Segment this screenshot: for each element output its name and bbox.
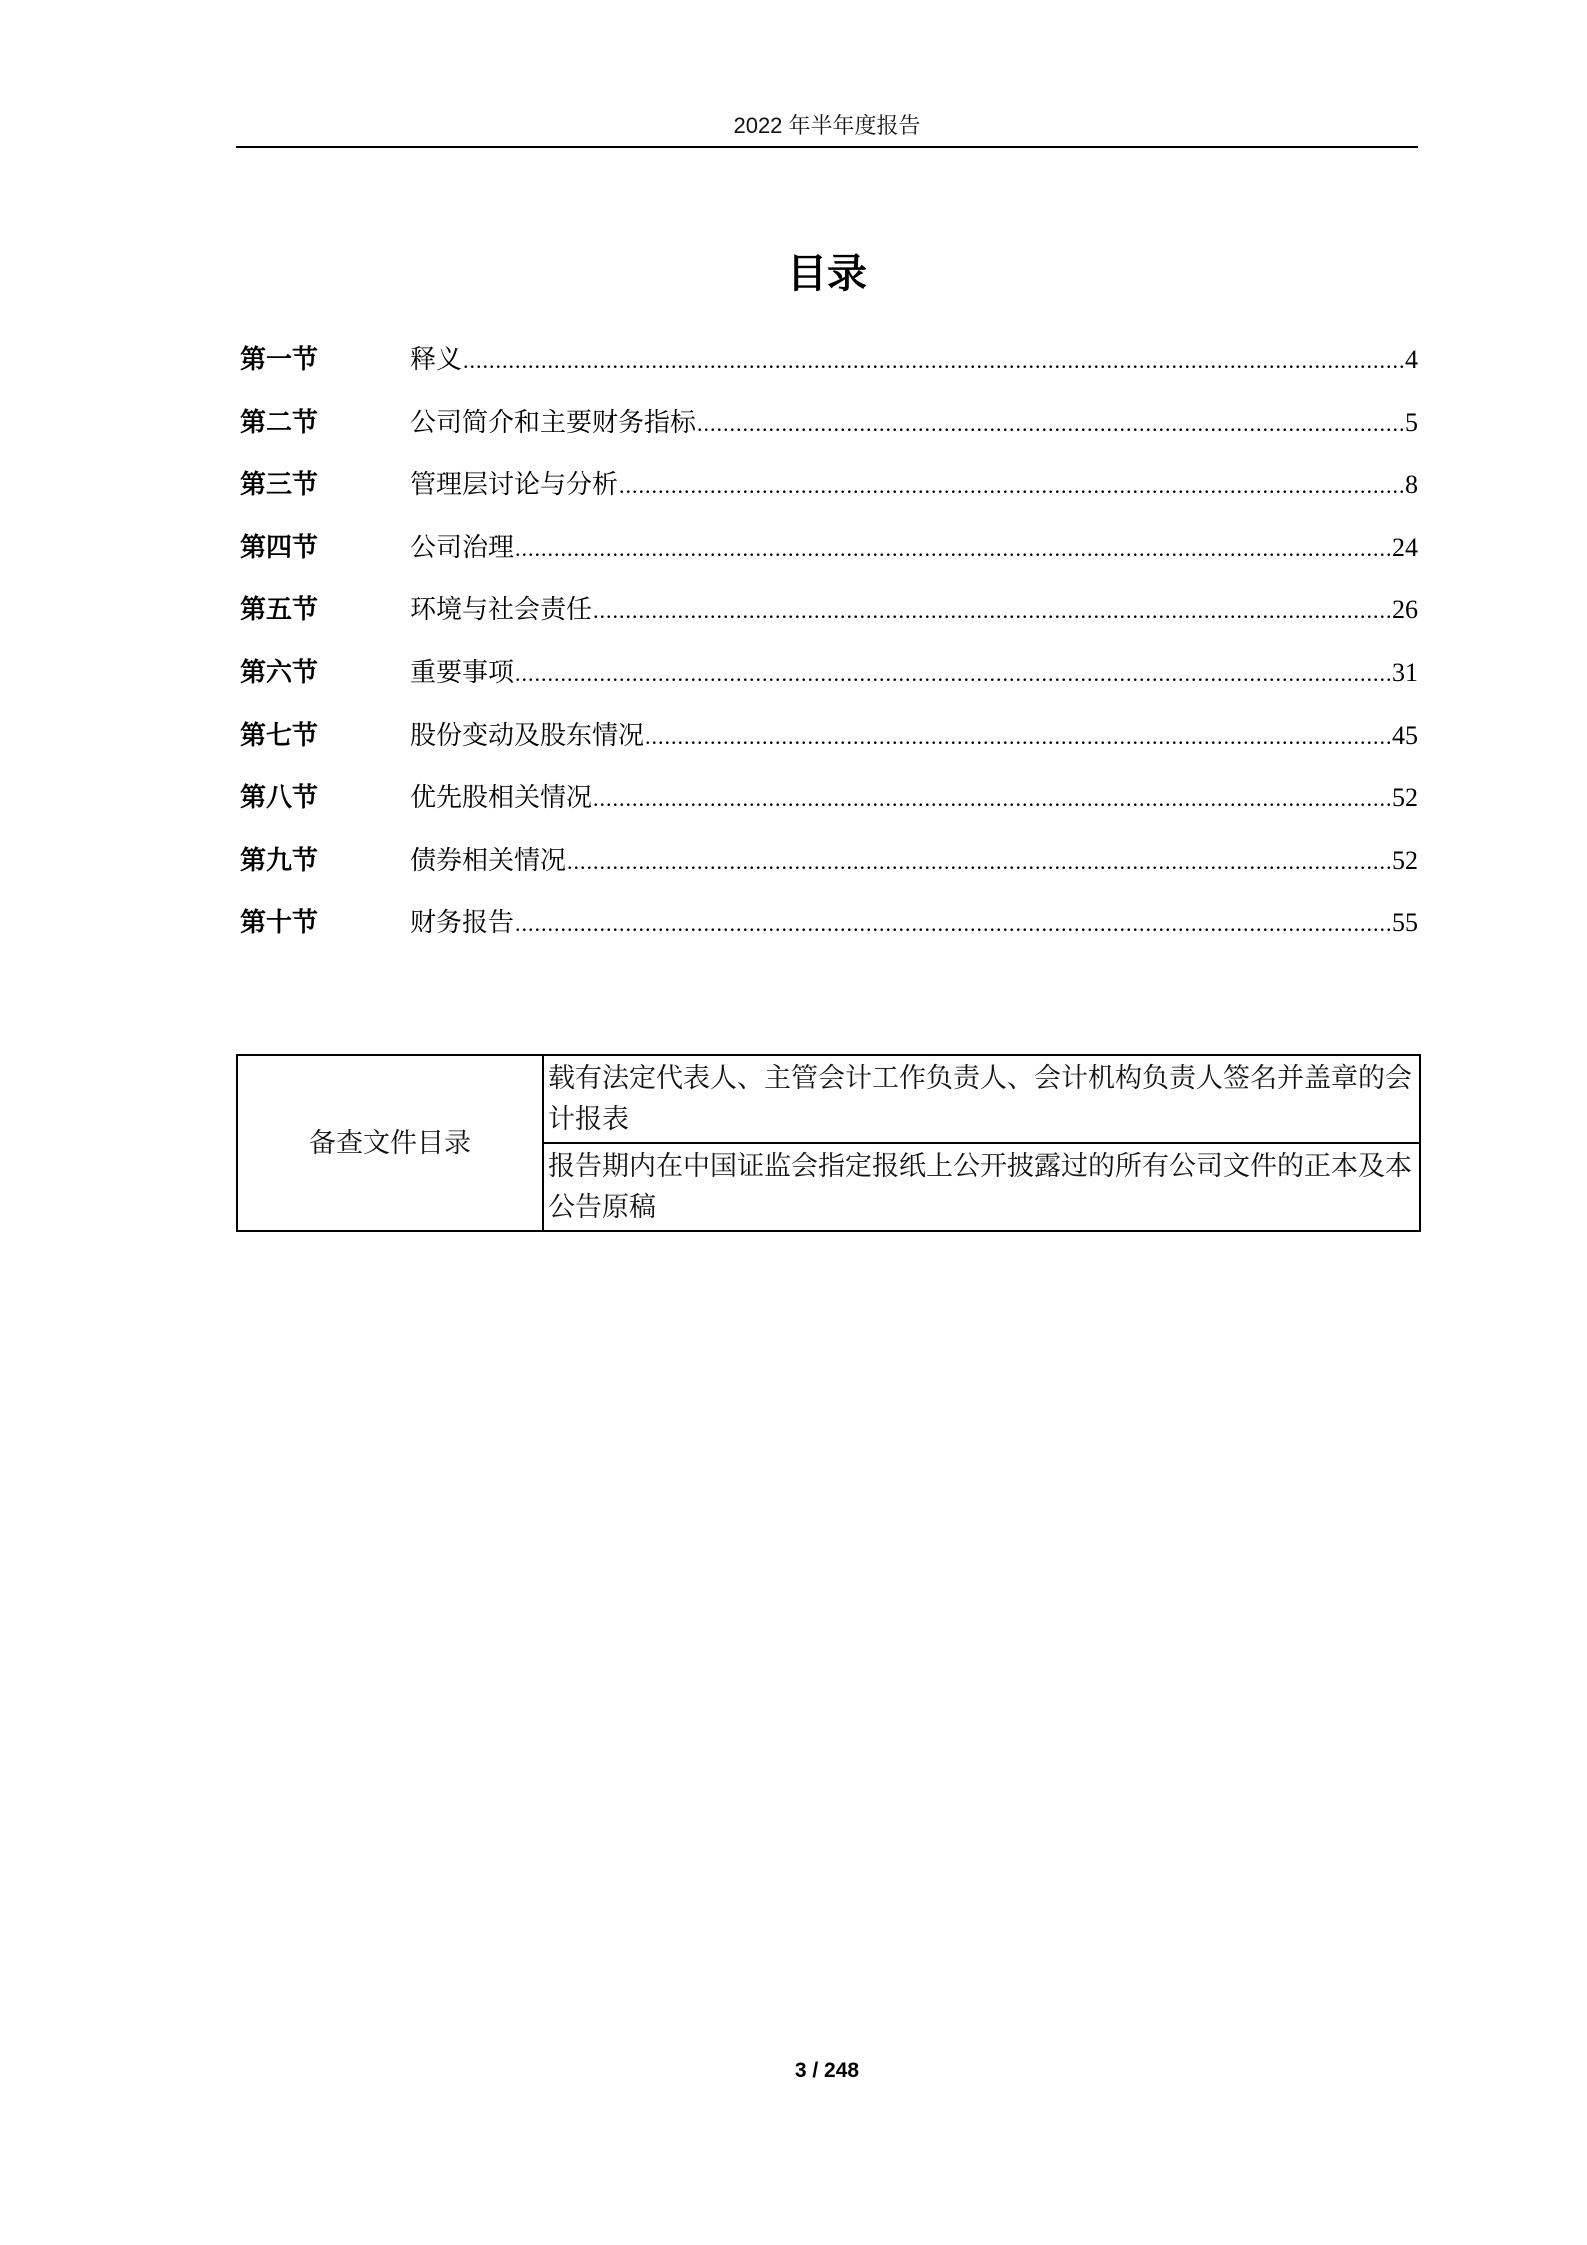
toc-section-label: 第四节 xyxy=(240,532,319,563)
toc-entry-4[interactable] xyxy=(240,528,1418,591)
header-rule xyxy=(236,146,1418,148)
toc-dot-leader xyxy=(619,466,1404,506)
toc-section-label: 第八节 xyxy=(240,783,319,814)
reference-item-2: 报告期内在中国证监会指定报纸上公开披露过的所有公司文件的正本及本公告原稿 xyxy=(543,1143,1420,1231)
toc-title: 目录 xyxy=(787,251,867,297)
toc-entry-6[interactable] xyxy=(240,653,1418,716)
page-number: 3 / 248 xyxy=(794,2059,860,2082)
toc-section-label: 第九节 xyxy=(240,845,319,876)
toc-entry-7[interactable] xyxy=(240,716,1418,779)
toc-entry-10[interactable] xyxy=(240,903,1418,966)
toc-page-number[interactable]: 4 xyxy=(1405,345,1418,374)
toc-page-number[interactable]: 52 xyxy=(1392,845,1418,875)
toc-section-name[interactable]: 环境与社会责任 xyxy=(410,595,593,626)
toc-page-number[interactable]: 5 xyxy=(1405,407,1418,437)
toc-section-name[interactable]: 债券相关情况 xyxy=(410,845,567,876)
toc-section-name[interactable]: 股份变动及股东情况 xyxy=(410,720,645,751)
toc-section-label: 第三节 xyxy=(240,470,319,501)
toc-entry-2[interactable] xyxy=(240,403,1418,466)
toc-section-name[interactable]: 公司简介和主要财务指标 xyxy=(410,407,697,438)
toc-section-name[interactable]: 重要事项 xyxy=(410,657,515,688)
toc-entry-3[interactable] xyxy=(240,465,1418,528)
toc-dot-leader xyxy=(645,717,1391,757)
toc-dot-leader xyxy=(515,904,1391,944)
toc-dot-leader xyxy=(593,591,1391,631)
toc-section-label: 第一节 xyxy=(240,345,319,375)
toc-page-number[interactable]: 31 xyxy=(1392,657,1418,687)
page-header-title: 2022 年半年度报告 xyxy=(733,113,921,138)
toc-dot-leader xyxy=(697,404,1404,444)
toc-section-label: 第六节 xyxy=(240,657,319,688)
toc-entry-5[interactable] xyxy=(240,590,1418,653)
toc-section-label: 第七节 xyxy=(240,720,319,751)
reference-documents-table xyxy=(236,1054,1421,1232)
toc-page-number[interactable]: 52 xyxy=(1392,783,1418,813)
toc-dot-leader xyxy=(515,654,1391,694)
toc-dot-leader xyxy=(567,842,1391,882)
table-row xyxy=(237,1055,1420,1143)
toc-entry-1[interactable] xyxy=(240,340,1418,403)
toc-section-name[interactable]: 公司治理 xyxy=(410,532,515,563)
toc-section-label: 第二节 xyxy=(240,407,319,438)
toc-dot-leader xyxy=(515,529,1391,569)
toc-section-label: 第五节 xyxy=(240,595,319,626)
toc-dot-leader xyxy=(463,341,1404,381)
toc-dot-leader xyxy=(593,779,1391,819)
toc-page-number[interactable]: 26 xyxy=(1392,595,1418,625)
toc-section-name[interactable]: 财务报告 xyxy=(410,908,515,939)
toc-page-number[interactable]: 24 xyxy=(1392,532,1418,562)
toc-page-number[interactable]: 45 xyxy=(1392,720,1418,750)
toc-section-name[interactable]: 释义 xyxy=(410,345,463,375)
table-of-contents xyxy=(240,340,1418,966)
toc-section-name[interactable]: 管理层讨论与分析 xyxy=(410,470,619,501)
toc-entry-9[interactable] xyxy=(240,841,1418,904)
toc-entry-8[interactable] xyxy=(240,778,1418,841)
reference-table-label: 备查文件目录 xyxy=(237,1055,543,1231)
toc-section-label: 第十节 xyxy=(240,908,319,939)
toc-page-number[interactable]: 55 xyxy=(1392,908,1418,938)
toc-section-name[interactable]: 优先股相关情况 xyxy=(410,783,593,814)
reference-item-1: 载有法定代表人、主管会计工作负责人、会计机构负责人签名并盖章的会计报表 xyxy=(543,1055,1420,1143)
toc-page-number[interactable]: 8 xyxy=(1405,470,1418,500)
